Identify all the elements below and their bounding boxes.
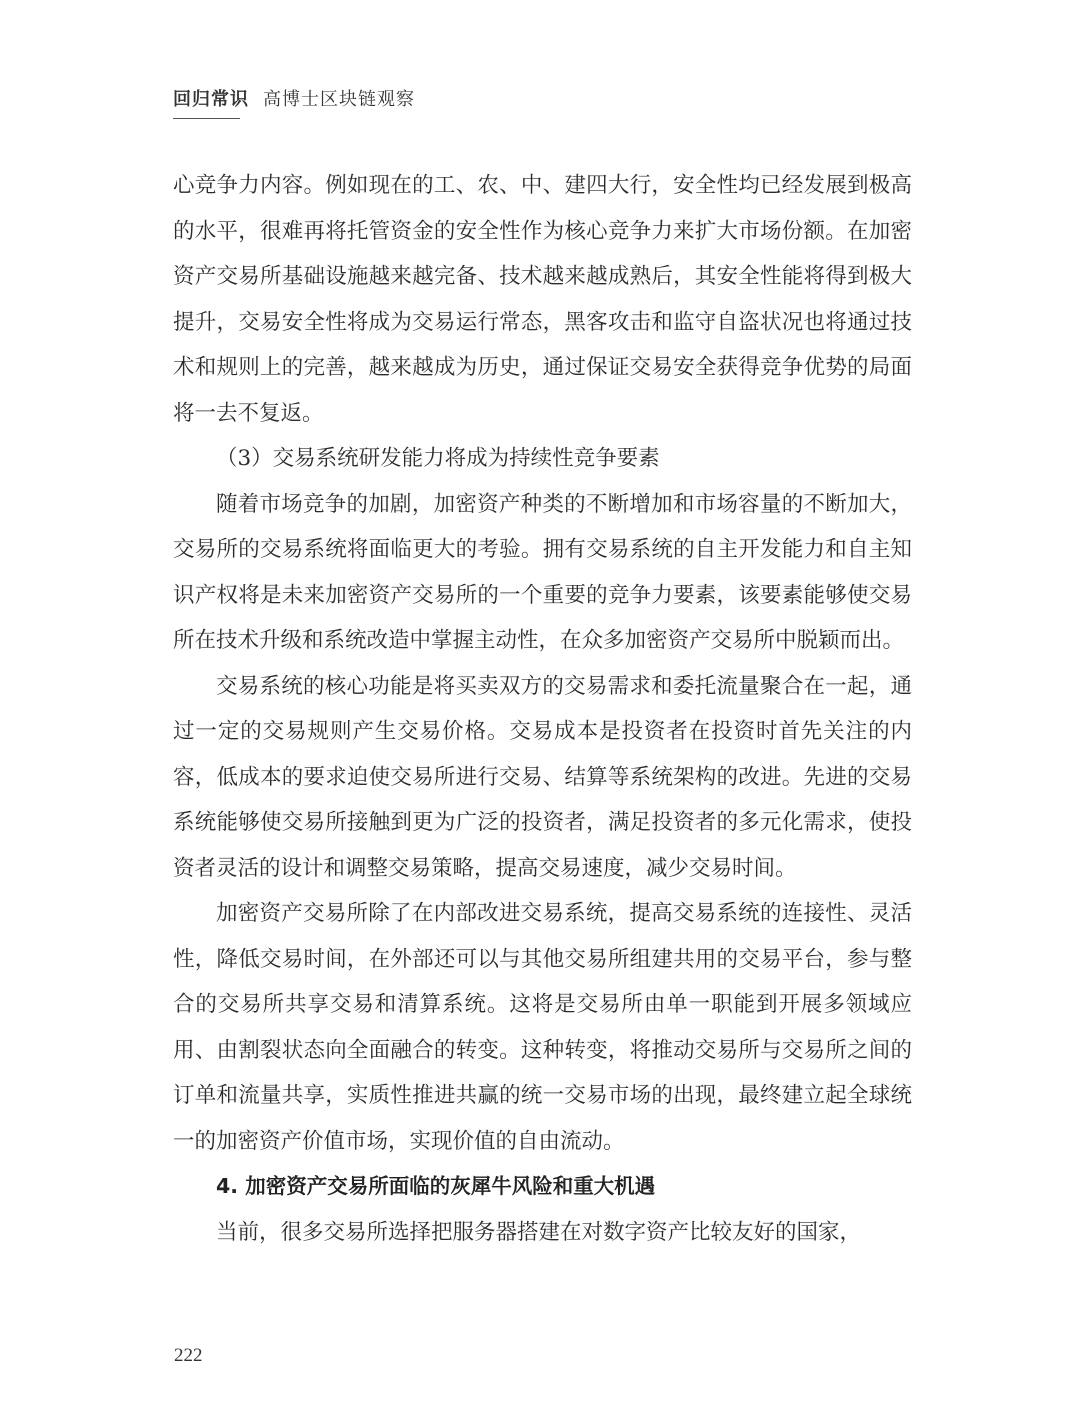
section-4-heading: 4. 加密资产交易所面临的灰犀牛风险和重大机遇 <box>216 1174 656 1198</box>
header-rule <box>173 118 240 119</box>
book-title: 回归常识 <box>173 89 249 110</box>
paragraph-integration: 加密资产交易所除了在内部改进交易系统，提高交易系统的连接性、灵活性，降低交易时间，在外部还可以与其他交易所组建共用的交易平台，参与整合的交易所共享交易和清算系统。这将是交易所由单一职能到开展多领域应用、由割裂状态向全面融合的转变。这种转变，将推动交易所与交易所之间的订单和流量共享，实质性推进共赢的统一交易市场的出现，最终建立起全球统一的加密资产价值市场，实现价值的自由流动。 <box>173 901 912 1154</box>
paragraph-trading-system-rd: 随着市场竞争的加剧，加密资产种类的不断增加和市场容量的不断加大，交易所的交易系统将面临更大的考验。拥有交易系统的自主开发能力和自主知识产权将是未来加密资产交易所的一个重要的竞争力要素，该要素能够使交易所在技术升级和系统改造中掌握主动性，在众多加密资产交易所中脱颖而出。 <box>173 491 912 653</box>
subheading-3: （3）交易系统研发能力将成为持续性竞争要素 <box>216 446 660 471</box>
paragraph-core-function: 交易系统的核心功能是将买卖双方的交易需求和委托流量聚合在一起，通过一定的交易规则产生交易价格。交易成本是投资者在投资时首先关注的内容，低成本的要求迫使交易所进行交易、结算等系统架构的改进。先进的交易系统能够使交易所接触到更为广泛的投资者，满足投资者的多元化需求，使投资者灵活的设计和调整交易策略，提高交易速度，减少交易时间。 <box>173 673 912 881</box>
paragraph-current-servers: 当前，很多交易所选择把服务器搭建在对数字资产比较友好的国家， <box>216 1219 862 1245</box>
running-header <box>173 85 415 111</box>
series-title: 高博士区块链观察 <box>263 89 415 110</box>
paragraph-continuation: 心竞争力内容。例如现在的工、农、中、建四大行，安全性均已经发展到极高的水平，很难再将托管资金的安全性作为核心竞争力来扩大市场份额。在加密资产交易所基础设施越来越完备、技术越来越成熟后，其安全性能将得到极大提升，交易安全性将成为交易运行常态，黑客攻击和监守自盗状况也将通过技术和规则上的完善，越来越成为历史，通过保证交易安全获得竞争优势的局面将一去不复返。 <box>173 173 912 426</box>
page-body <box>173 163 912 1255</box>
page-number: 222 <box>174 1345 203 1366</box>
